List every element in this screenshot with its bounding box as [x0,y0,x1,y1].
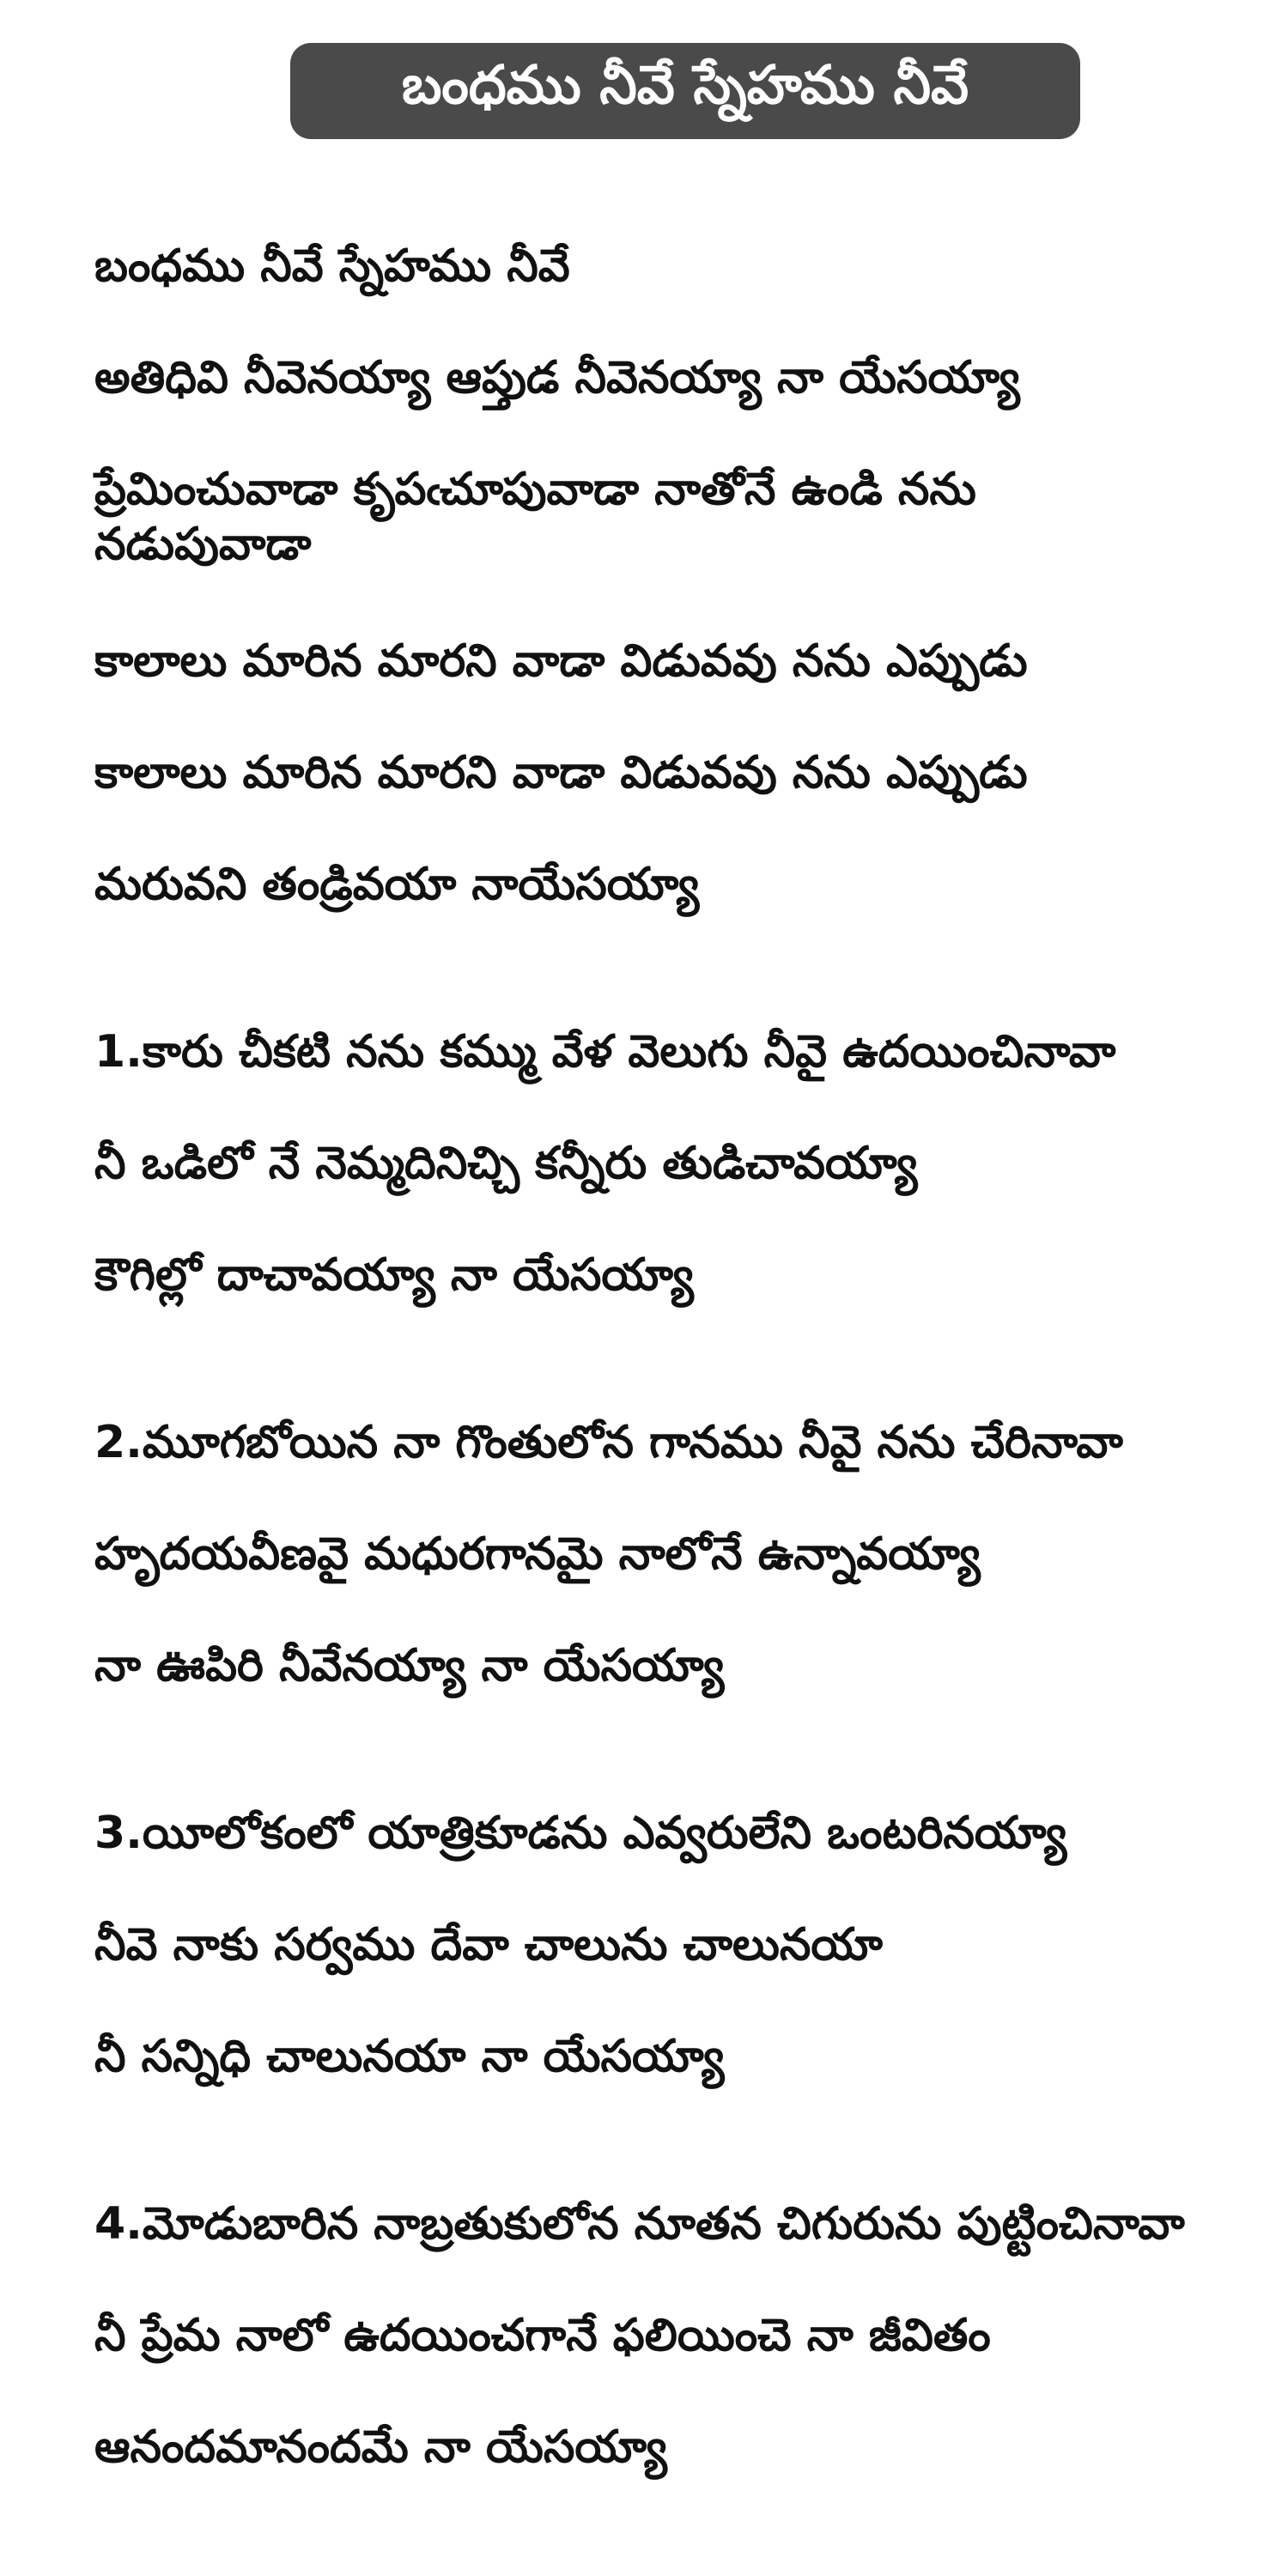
title-badge [290,43,1080,139]
lyric-line-refrain-5: కాలాలు మారిన మారని వాడా విడువవు నను ఎప్పుడు [94,747,1028,799]
lyric-line-verse4-1: 4.మోడుబారిన నాబ్రతుకులోన నూతన చిగురును పుట్టించినావా [94,2198,1185,2250]
lyric-line-refrain-3: ప్రేమించువాడా కృపఁచూపువాడా నాతోనే ఉండి నను నడుపువాడా [94,464,976,570]
lyric-line-verse3-3: నీ సన్నిధి చాలునయా నా యేసయ్యా [94,2031,725,2082]
lyric-line-refrain-1: బంధము నీవే స్నేహము నీవే [94,240,570,292]
lyric-line-verse3-1: 3.యీలోకంలో యాత్రికూడను ఎవ్వరులేని ఒంటరినయ్యా [94,1807,1067,1859]
lyric-line-verse2-1: 2.మూగబోయిన నా గొంతులోన గానము నీవై నను చేరినావా [94,1417,1123,1468]
lyric-line-verse3-2: నీవె నాకు సర్వము దేవా చాలును చాలునయా [94,1919,883,1971]
lyric-line-verse1-2: నీ ఒడిలో నే నెమ్మదినిచ్చి కన్నీరు తుడిచావయ్యా [94,1138,918,1189]
lyric-line-verse2-3: నా ఊపిరి నీవేనయ్యా నా యేసయ్యా [94,1640,725,1692]
lyric-line-verse4-2: నీ ప్రేమ నాలో ఉదయించగానే ఫలియించె నా జీవితం [94,2310,991,2361]
lyric-line-refrain-6: మరువని తండ్రివయా నాయేసయ్యా [94,859,700,910]
lyric-line-verse2-2: హృదయవీణవై మధురగానమై నాలోనే ఉన్నావయ్యా [94,1528,981,1580]
lyric-line-verse1-1: 1.కారు చీకటి నను కమ్ము వేళ వెలుగు నీవై ఉదయించినావా [94,1026,1116,1078]
lyric-line-refrain-4: కాలాలు మారిన మారని వాడా విడువవు నను ఎప్పుడు [94,635,1028,687]
lyric-line-verse1-3: కౌగిల్లో దాచావయ్యా నా యేసయ్యా [94,1249,694,1301]
lyric-line-refrain-2: అతిధివి నీవెనయ్యా ఆప్తుడ నీవెనయ్యా నా యేసయ్యా [94,352,1020,404]
lyric-line-verse4-3: ఆనందమానందమే నా యేసయ్యా [94,2421,667,2473]
song-title: బంధము నీవే స్నేహము నీవే [401,53,969,116]
